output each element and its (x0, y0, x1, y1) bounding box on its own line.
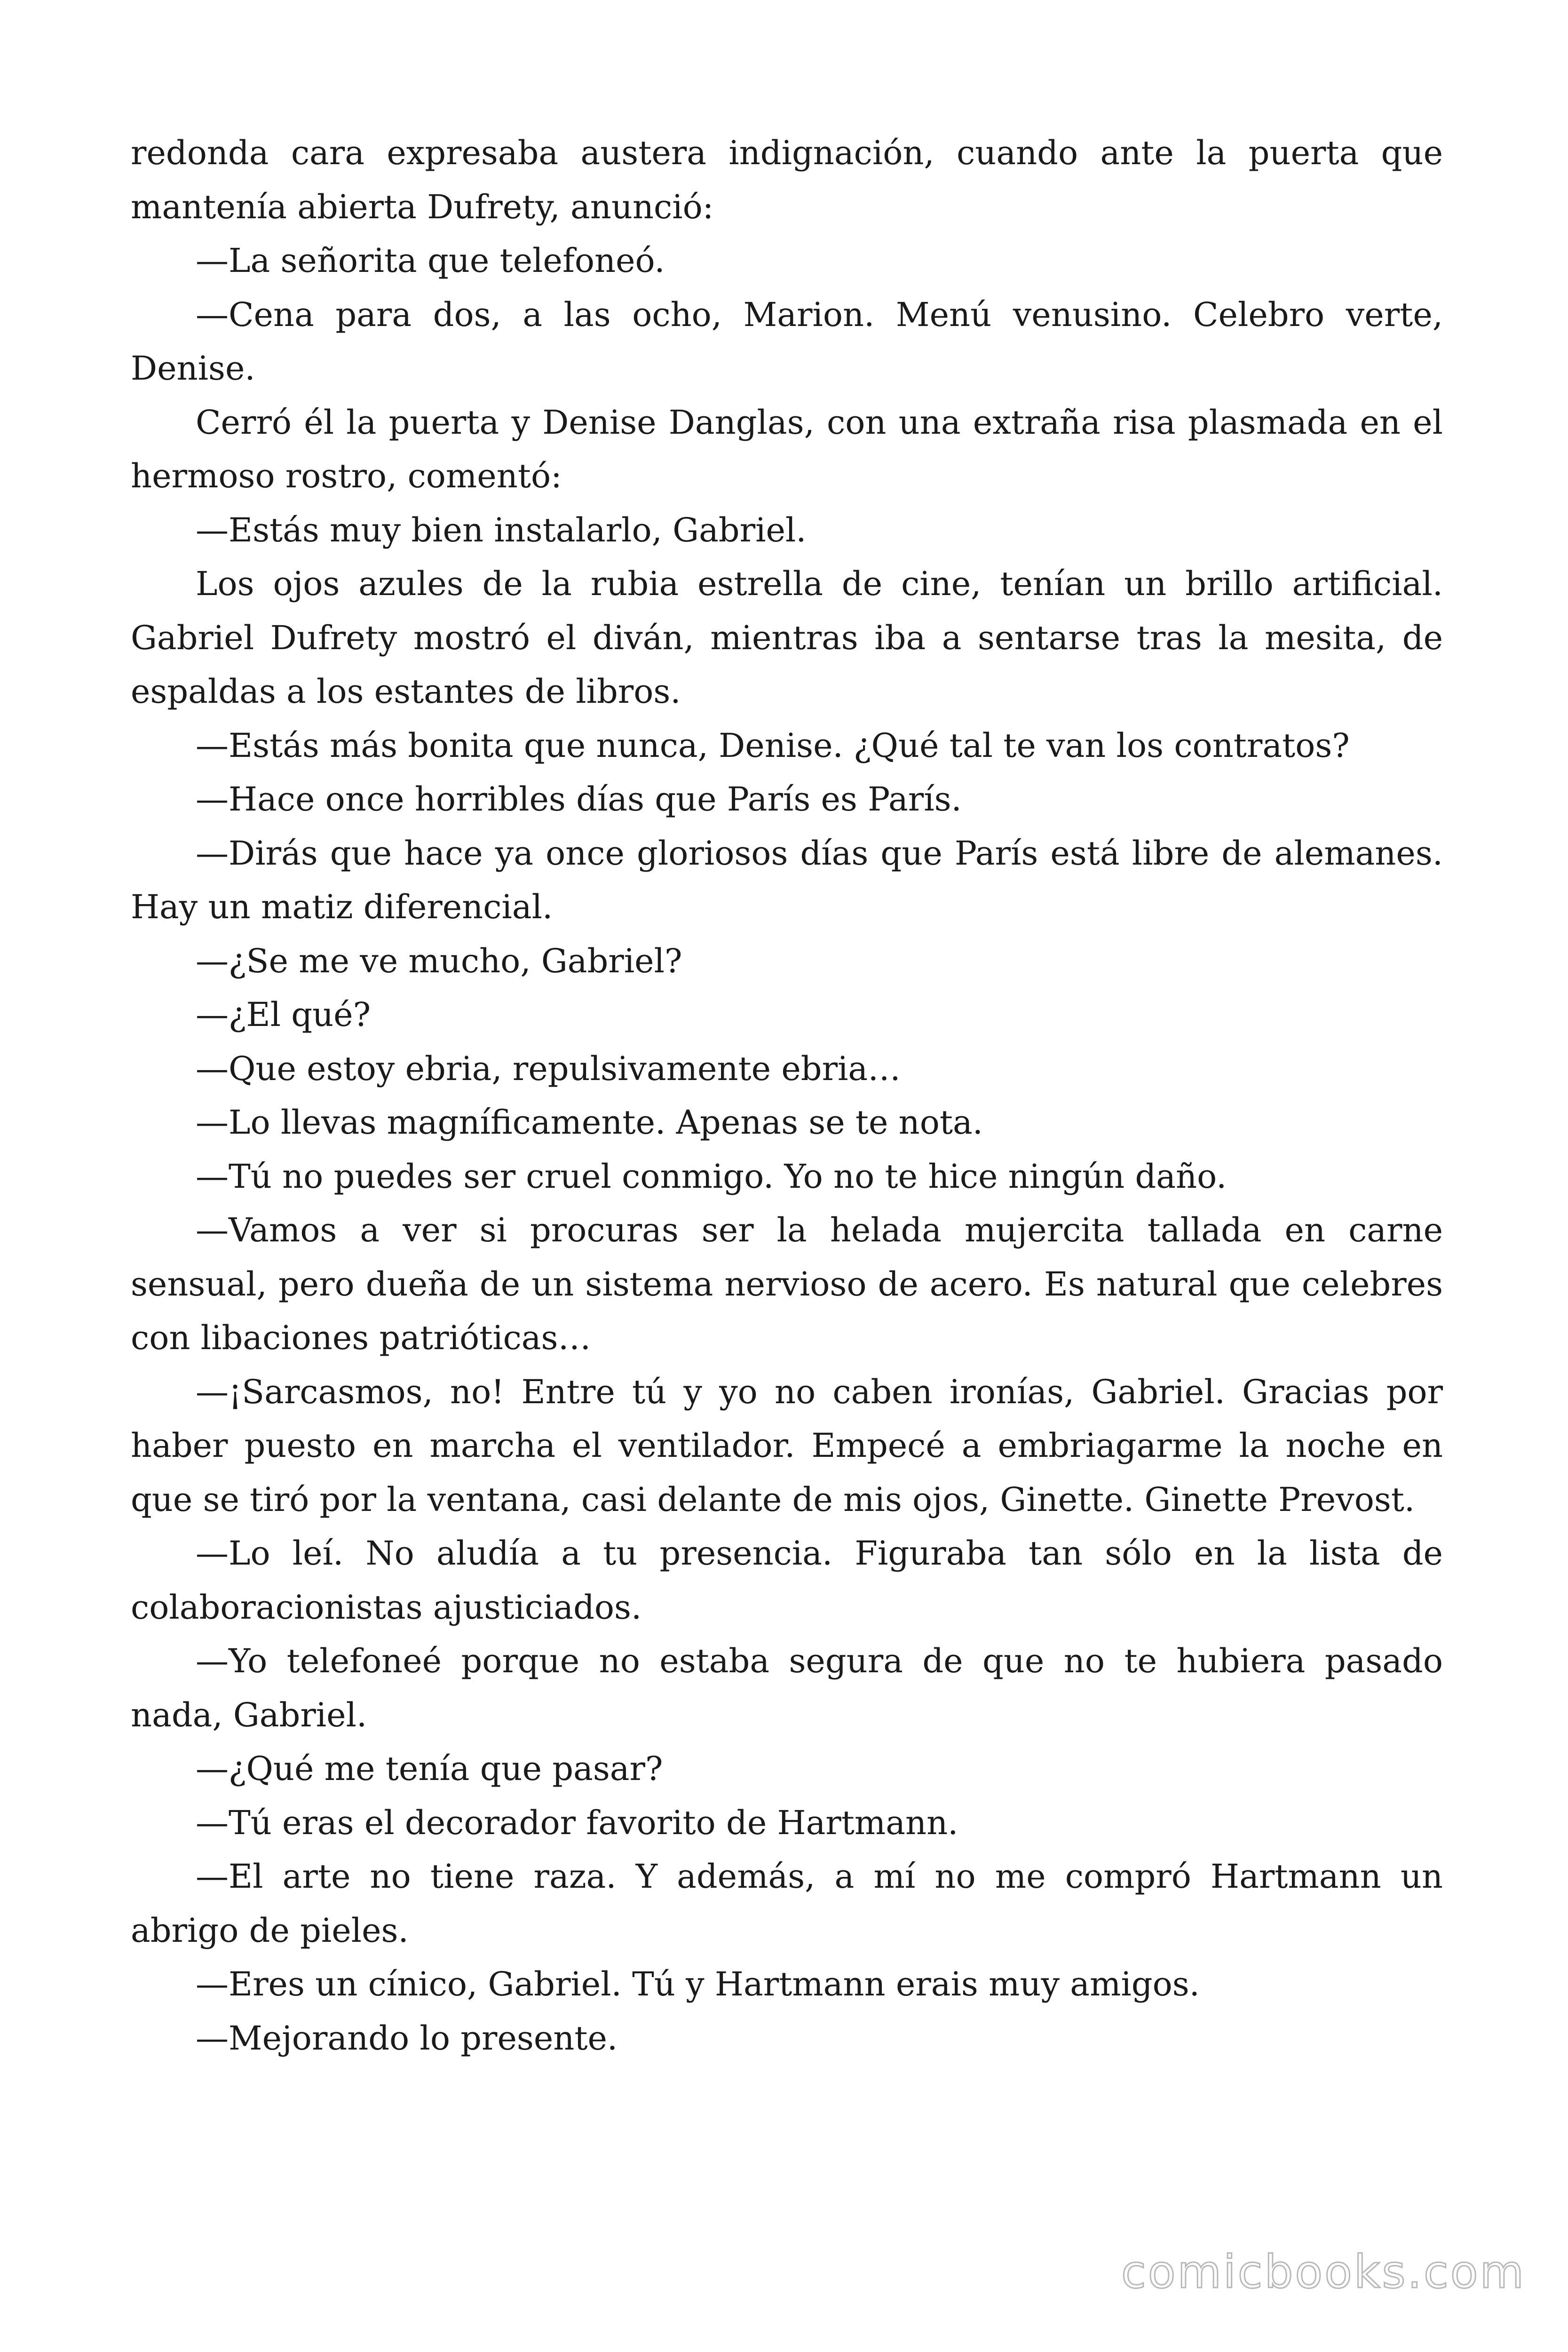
paragraph: —Lo leí. No aludía a tu presencia. Figuraba tan sólo en la lista de colaboracionistas ajusticiados. (131, 1534, 1443, 1627)
paragraph: —¿Se me ve mucho, Gabriel? (196, 941, 682, 980)
paragraph: redonda cara expresaba austera indignación, cuando ante la puerta que mantenía abierta Dufrety, anunció: (131, 134, 1443, 226)
paragraph: —Dirás que hace ya once gloriosos días que París está libre de alemanes. Hay un matiz diferencial. (131, 834, 1443, 926)
paragraph: —¡Sarcasmos, no! Entre tú y yo no caben ironías, Gabriel. Gracias por haber puesto en marcha el ventilador. Empecé a embriagarme la noche en que se tiró por la ventana, casi delante de mis ojos, Ginette. Ginette Prevost. (131, 1372, 1443, 1519)
paragraph: —Mejorando lo presente. (196, 2018, 618, 2058)
paragraph: —Que estoy ebria, repulsivamente ebria… (196, 1049, 901, 1088)
paragraph: —¿Qué me tenía que pasar? (196, 1749, 663, 1788)
paragraph: —Tú no puedes ser cruel conmigo. Yo no te hice ningún daño. (196, 1157, 1227, 1196)
paragraph: —Hace once horribles días que París es París. (196, 780, 962, 818)
paragraph: —Estás más bonita que nunca, Denise. ¿Qué tal te van los contratos? (196, 726, 1350, 765)
paragraph: Los ojos azules de la rubia estrella de cine, tenían un brillo artificial. Gabriel Dufrety mostró el diván, mientras iba a sentarse tras la mesita, de espaldas a los estantes de libros. (131, 564, 1443, 711)
page-body (131, 126, 1443, 2065)
paragraph: —Tú eras el decorador favorito de Hartmann. (196, 1803, 958, 1842)
paragraph: —¿El qué? (196, 995, 371, 1034)
paragraph: —El arte no tiene raza. Y además, a mí no me compró Hartmann un abrigo de pieles. (131, 1857, 1443, 1950)
paragraph: —Vamos a ver si procuras ser la helada mujercita tallada en carne sensual, pero dueña de un sistema nervioso de acero. Es natural que celebres con libaciones patrióticas… (131, 1211, 1443, 1357)
paragraph: —La señorita que telefoneó. (196, 241, 665, 280)
paragraph: Cerró él la puerta y Denise Danglas, con una extraña risa plasmada en el hermoso rostro, comentó: (131, 403, 1443, 495)
paragraph: —Yo telefoneé porque no estaba segura de que no te hubiera pasado nada, Gabriel. (131, 1642, 1443, 1734)
paragraph: —Cena para dos, a las ocho, Marion. Menú venusino. Celebro verte, Denise. (131, 295, 1443, 388)
paragraph: —Eres un cínico, Gabriel. Tú y Hartmann erais muy amigos. (196, 1965, 1200, 2003)
paragraph: —Estás muy bien instalarlo, Gabriel. (196, 510, 807, 549)
watermark: comicbooks.com (1121, 2246, 1526, 2298)
paragraph: —Lo llevas magníficamente. Apenas se te nota. (196, 1103, 983, 1142)
